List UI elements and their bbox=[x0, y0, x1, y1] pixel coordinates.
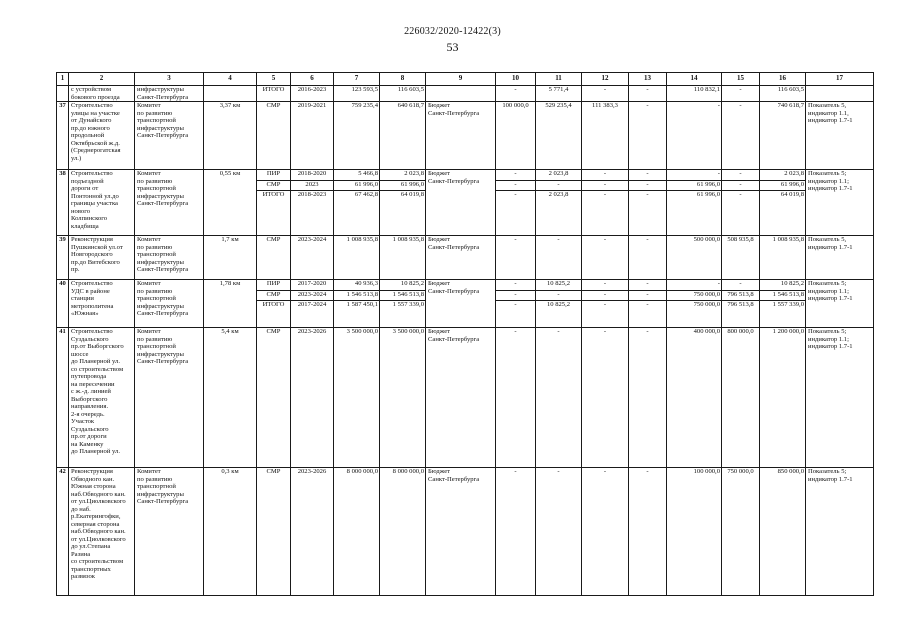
year-value-c10-stack bbox=[496, 468, 536, 596]
funding-source bbox=[426, 86, 496, 102]
column-number-cell: 4 bbox=[204, 73, 257, 86]
year-value-c15-stack bbox=[722, 468, 760, 596]
year-value-c11: 10 825,2 bbox=[546, 280, 571, 287]
column-number-cell: 2 bbox=[69, 73, 135, 86]
year-value-c11-stack bbox=[536, 236, 582, 280]
stage-type: СМР bbox=[266, 102, 281, 109]
year-value-c14: 500 000,0 bbox=[693, 236, 720, 243]
year-value-c12: - bbox=[603, 468, 607, 475]
year-value-c11-stack bbox=[536, 102, 582, 170]
table-row bbox=[57, 102, 874, 170]
total-value-c16-stack bbox=[760, 280, 806, 328]
year-value-c12-stack bbox=[582, 170, 629, 236]
stage-type: ИТОГО bbox=[262, 86, 285, 93]
stage-period: 2017-2024 bbox=[291, 301, 333, 311]
table-row bbox=[57, 280, 874, 328]
remaining-cost-stack bbox=[380, 468, 426, 596]
table-row bbox=[57, 328, 874, 468]
year-value-c10: - bbox=[496, 301, 535, 311]
year-value-c14: - bbox=[717, 280, 720, 287]
row-number bbox=[57, 86, 69, 102]
year-value-c13: - bbox=[646, 170, 649, 177]
stage-period-stack bbox=[291, 102, 334, 170]
year-value-c12: - bbox=[582, 180, 628, 191]
capacity: 0,3 км bbox=[204, 468, 257, 596]
indicator-note bbox=[806, 86, 874, 102]
stage-type: СМР bbox=[266, 468, 281, 475]
estimated-cost: 1 587 450,1 bbox=[334, 301, 379, 311]
row-number: 42 bbox=[57, 468, 69, 596]
year-value-c14-stack bbox=[667, 170, 722, 236]
year-value-c11: - bbox=[557, 328, 560, 335]
column-number-cell: 12 bbox=[582, 73, 629, 86]
year-value-c12-stack bbox=[582, 468, 629, 596]
stage-type-stack bbox=[257, 170, 291, 236]
column-number-cell: 9 bbox=[426, 73, 496, 86]
year-value-c11: 529 235,4 bbox=[545, 102, 572, 109]
capacity: 0,55 км bbox=[204, 170, 257, 236]
funding-source: Бюджет Санкт-Петербурга bbox=[426, 328, 496, 468]
year-value-c13-stack bbox=[629, 170, 667, 236]
year-value-c11: 5 771,4 bbox=[548, 86, 569, 93]
estimated-cost: 67 462,8 bbox=[334, 191, 379, 201]
stage-period-stack bbox=[291, 170, 334, 236]
year-value-c15: 800 000,0 bbox=[727, 328, 754, 335]
object-name: Строительство УДС в районе станции метрополитена «Южная» bbox=[69, 280, 135, 328]
object-name: с устройством бокового проезда bbox=[69, 86, 135, 102]
year-value-c12: - bbox=[582, 191, 628, 201]
year-value-c13: - bbox=[646, 236, 649, 243]
year-value-c15: - bbox=[739, 170, 742, 177]
estimated-cost-stack bbox=[334, 280, 380, 328]
stage-type: ИТОГО bbox=[257, 301, 290, 311]
year-value-c13: - bbox=[629, 191, 666, 201]
stage-period: 2018-2020 bbox=[297, 170, 327, 177]
year-value-c10-stack bbox=[496, 280, 536, 328]
funding-source: Бюджет Санкт-Петербурга bbox=[426, 102, 496, 170]
capacity: 1,78 км bbox=[204, 280, 257, 328]
stage-period-stack bbox=[291, 280, 334, 328]
object-name: Строительство подъездной дороги от Понтонной ул.до границы участка нового Колпинского кладбища bbox=[69, 170, 135, 236]
year-value-c11-stack bbox=[536, 328, 582, 468]
object-name: Строительство Суздальского пр.от Выборгского шоссе до Планерной ул. со строительством путепровода на пересечении с ж.-д. линией Выборгского направления. 2-я очередь. Участок Суздальского пр.от дороги на Каменку до Планерной ул. bbox=[69, 328, 135, 468]
customer-name: Комитет по развитию транспортной инфраструктуры Санкт-Петербурга bbox=[135, 102, 204, 170]
remaining-cost: 1 008 935,8 bbox=[392, 236, 424, 243]
estimated-cost: 1 546 513,8 bbox=[334, 290, 379, 301]
year-value-c14: 750 000,0 bbox=[667, 290, 721, 301]
customer-name: Комитет по развитию транспортной инфраструктуры Санкт-Петербурга bbox=[135, 468, 204, 596]
year-value-c11: - bbox=[557, 236, 560, 243]
stage-type-stack bbox=[257, 468, 291, 596]
year-value-c13-stack bbox=[629, 328, 667, 468]
column-number-row bbox=[57, 73, 874, 86]
year-value-c13-stack bbox=[629, 468, 667, 596]
year-value-c15-stack bbox=[722, 170, 760, 236]
column-number-cell: 17 bbox=[806, 73, 874, 86]
estimated-cost-stack bbox=[334, 468, 380, 596]
total-value-c16: 61 996,0 bbox=[760, 180, 805, 191]
indicator-note: Показатель 5; индикатор 1.1; индикатор 1.7-1 bbox=[806, 170, 874, 236]
column-number-cell: 7 bbox=[334, 73, 380, 86]
year-value-c12: - bbox=[603, 170, 607, 177]
year-value-c14-stack bbox=[667, 86, 722, 102]
estimated-cost: 40 936,3 bbox=[354, 280, 378, 287]
column-number-cell: 3 bbox=[135, 73, 204, 86]
stage-period: 2016-2023 bbox=[297, 86, 327, 93]
indicator-note: Показатель 5, индикатор 1.7-1 bbox=[806, 236, 874, 280]
stage-type: СМР bbox=[266, 236, 281, 243]
year-value-c10-stack bbox=[496, 102, 536, 170]
stage-period: 2018-2023 bbox=[291, 191, 333, 201]
column-number-cell: 16 bbox=[760, 73, 806, 86]
stage-type: СМР bbox=[257, 290, 290, 301]
year-value-c15: - bbox=[739, 86, 742, 93]
indicator-note: Показатель 5, индикатор 1.1, индикатор 1.7-1 bbox=[806, 102, 874, 170]
total-value-c16: 850 000,0 bbox=[777, 468, 804, 475]
year-value-c13: - bbox=[646, 280, 649, 287]
customer-name: Комитет по развитию транспортной инфраструктуры Санкт-Петербурга bbox=[135, 328, 204, 468]
year-value-c15: 796 513,8 bbox=[722, 290, 759, 301]
remaining-cost: 1 546 513,8 bbox=[380, 290, 425, 301]
year-value-c10: - bbox=[496, 191, 535, 201]
capacity bbox=[204, 86, 257, 102]
year-value-c15: 508 935,8 bbox=[727, 236, 754, 243]
column-number-cell: 10 bbox=[496, 73, 536, 86]
customer-name: Комитет по развитию транспортной инфраструктуры Санкт-Петербурга bbox=[135, 280, 204, 328]
year-value-c11: - bbox=[536, 290, 581, 301]
year-value-c11: - bbox=[536, 180, 581, 191]
estimated-cost: 61 996,0 bbox=[334, 180, 379, 191]
total-value-c16: 2 023,8 bbox=[784, 170, 804, 177]
indicator-note: Показатель 5; индикатор 1.1; индикатор 1.7-1 bbox=[806, 328, 874, 468]
year-value-c15: - bbox=[722, 180, 759, 191]
total-value-c16-stack bbox=[760, 468, 806, 596]
year-value-c11-stack bbox=[536, 170, 582, 236]
estimated-cost-stack bbox=[334, 328, 380, 468]
year-value-c15: - bbox=[739, 280, 742, 287]
stage-period: 2023-2026 bbox=[297, 468, 327, 475]
object-name: Реконструкция Пушкинской ул.от Новгородского пр.до Витебского пр. bbox=[69, 236, 135, 280]
year-value-c12: - bbox=[582, 301, 628, 311]
year-value-c15-stack bbox=[722, 328, 760, 468]
stage-period: 2023-2024 bbox=[291, 290, 333, 301]
funding-source: Бюджет Санкт-Петербурга bbox=[426, 236, 496, 280]
year-value-c12: - bbox=[603, 328, 607, 335]
column-number-cell: 11 bbox=[536, 73, 582, 86]
remaining-cost-stack bbox=[380, 102, 426, 170]
column-number-cell: 1 bbox=[57, 73, 69, 86]
estimated-cost: 1 008 935,8 bbox=[346, 236, 378, 243]
stage-period: 2023 bbox=[291, 180, 333, 191]
capacity: 1,7 км bbox=[204, 236, 257, 280]
estimated-cost-stack bbox=[334, 86, 380, 102]
stage-type: СМР bbox=[266, 328, 281, 335]
year-value-c13: - bbox=[646, 86, 649, 93]
capacity: 3,37 км bbox=[204, 102, 257, 170]
stage-type: ПИР bbox=[266, 170, 281, 177]
stage-type: ИТОГО bbox=[257, 191, 290, 201]
remaining-cost: 3 500 000,0 bbox=[392, 328, 424, 335]
stage-period-stack bbox=[291, 328, 334, 468]
indicator-note: Показатель 5; индикатор 1.1; индикатор 1.7-1 bbox=[806, 280, 874, 328]
estimated-cost-stack bbox=[334, 236, 380, 280]
remaining-cost-stack bbox=[380, 280, 426, 328]
stage-period: 2023-2024 bbox=[297, 236, 327, 243]
column-number-cell: 15 bbox=[722, 73, 760, 86]
year-value-c10: - bbox=[514, 86, 517, 93]
year-value-c15: 796 513,8 bbox=[722, 301, 759, 311]
year-value-c12: - bbox=[582, 290, 628, 301]
remaining-cost-stack bbox=[380, 170, 426, 236]
table-row bbox=[57, 86, 874, 102]
stage-type-stack bbox=[257, 102, 291, 170]
indicator-note: Показатель 5; индикатор 1.7-1 bbox=[806, 468, 874, 596]
table-row bbox=[57, 468, 874, 596]
year-value-c12: - bbox=[603, 236, 607, 243]
remaining-cost: 61 996,0 bbox=[380, 180, 425, 191]
capacity: 5,4 км bbox=[204, 328, 257, 468]
year-value-c10-stack bbox=[496, 236, 536, 280]
year-value-c10: 100 000,0 bbox=[502, 102, 529, 109]
row-number: 37 bbox=[57, 102, 69, 170]
table-row bbox=[57, 170, 874, 236]
stage-period-stack bbox=[291, 236, 334, 280]
year-value-c11-stack bbox=[536, 468, 582, 596]
estimated-cost: 3 500 000,0 bbox=[346, 328, 378, 335]
year-value-c13: - bbox=[629, 180, 666, 191]
stage-type-stack bbox=[257, 236, 291, 280]
year-value-c14-stack bbox=[667, 328, 722, 468]
document-code: 226032/2020-12422(3) bbox=[404, 26, 501, 37]
remaining-cost: 2 023,8 bbox=[404, 170, 424, 177]
total-value-c16-stack bbox=[760, 86, 806, 102]
total-value-c16-stack bbox=[760, 102, 806, 170]
remaining-cost-stack bbox=[380, 236, 426, 280]
year-value-c15-stack bbox=[722, 102, 760, 170]
year-value-c11: - bbox=[557, 468, 560, 475]
year-value-c12-stack bbox=[582, 86, 629, 102]
stage-period: 2023-2026 bbox=[297, 328, 327, 335]
year-value-c11: 2 023,8 bbox=[536, 191, 581, 201]
total-value-c16: 116 603,5 bbox=[777, 86, 804, 93]
year-value-c14-stack bbox=[667, 468, 722, 596]
year-value-c11-stack bbox=[536, 86, 582, 102]
total-value-c16: 1 200 000,0 bbox=[772, 328, 804, 335]
year-value-c14: 110 832,1 bbox=[693, 86, 720, 93]
row-number: 41 bbox=[57, 328, 69, 468]
year-value-c15-stack bbox=[722, 86, 760, 102]
remaining-cost: 8 000 000,0 bbox=[392, 468, 424, 475]
year-value-c15: 750 000,0 bbox=[727, 468, 754, 475]
remaining-cost: 1 557 339,0 bbox=[380, 301, 425, 311]
program-table bbox=[56, 72, 874, 596]
funding-source: Бюджет Санкт-Петербурга bbox=[426, 280, 496, 328]
total-value-c16-stack bbox=[760, 170, 806, 236]
year-value-c12-stack bbox=[582, 236, 629, 280]
year-value-c13: - bbox=[646, 468, 649, 475]
year-value-c15: - bbox=[722, 191, 759, 201]
remaining-cost: 10 825,2 bbox=[400, 280, 424, 287]
year-value-c12-stack bbox=[582, 102, 629, 170]
stage-period: 2017-2020 bbox=[297, 280, 327, 287]
remaining-cost: 640 618,7 bbox=[397, 102, 424, 109]
year-value-c10: - bbox=[514, 468, 517, 475]
year-value-c14-stack bbox=[667, 236, 722, 280]
year-value-c13-stack bbox=[629, 236, 667, 280]
estimated-cost: 759 235,4 bbox=[351, 102, 378, 109]
estimated-cost-stack bbox=[334, 102, 380, 170]
year-value-c10: - bbox=[496, 180, 535, 191]
year-value-c12: 111 383,3 bbox=[592, 102, 618, 109]
column-number-cell: 8 bbox=[380, 73, 426, 86]
year-value-c12: - bbox=[603, 86, 607, 93]
year-value-c14: 750 000,0 bbox=[667, 301, 721, 311]
estimated-cost-stack bbox=[334, 170, 380, 236]
funding-source: Бюджет Санкт-Петербурга bbox=[426, 468, 496, 596]
row-number: 38 bbox=[57, 170, 69, 236]
stage-type-stack bbox=[257, 280, 291, 328]
total-value-c16-stack bbox=[760, 328, 806, 468]
year-value-c10: - bbox=[514, 236, 517, 243]
year-value-c13: - bbox=[629, 290, 666, 301]
remaining-cost-stack bbox=[380, 86, 426, 102]
year-value-c14: 61 996,0 bbox=[667, 191, 721, 201]
total-value-c16: 1 557 339,0 bbox=[760, 301, 805, 311]
customer-name: Комитет по развитию транспортной инфраструктуры Санкт-Петербурга bbox=[135, 236, 204, 280]
remaining-cost: 64 019,8 bbox=[380, 191, 425, 201]
column-number-cell: 5 bbox=[257, 73, 291, 86]
estimated-cost: 5 466,8 bbox=[358, 170, 378, 177]
year-value-c12-stack bbox=[582, 328, 629, 468]
year-value-c14-stack bbox=[667, 280, 722, 328]
total-value-c16: 64 019,8 bbox=[760, 191, 805, 201]
year-value-c14: 400 000,0 bbox=[693, 328, 720, 335]
estimated-cost: 123 593,5 bbox=[351, 86, 378, 93]
year-value-c14: 61 996,0 bbox=[667, 180, 721, 191]
stage-type-stack bbox=[257, 328, 291, 468]
year-value-c11: 10 825,2 bbox=[536, 301, 581, 311]
year-value-c14: - bbox=[717, 102, 720, 109]
stage-period: 2019-2021 bbox=[297, 102, 327, 109]
year-value-c10: - bbox=[514, 280, 517, 287]
total-value-c16: 1 546 513,8 bbox=[760, 290, 805, 301]
year-value-c14: 100 000,0 bbox=[693, 468, 720, 475]
year-value-c10-stack bbox=[496, 328, 536, 468]
year-value-c13-stack bbox=[629, 102, 667, 170]
customer-name: инфраструктуры Санкт-Петербурга bbox=[135, 86, 204, 102]
remaining-cost: 116 603,5 bbox=[397, 86, 424, 93]
row-number: 40 bbox=[57, 280, 69, 328]
stage-type-stack bbox=[257, 86, 291, 102]
year-value-c10-stack bbox=[496, 86, 536, 102]
year-value-c13-stack bbox=[629, 86, 667, 102]
year-value-c13: - bbox=[646, 328, 649, 335]
customer-name: Комитет по развитию транспортной инфраструктуры Санкт-Петербурга bbox=[135, 170, 204, 236]
total-value-c16: 1 008 935,8 bbox=[772, 236, 804, 243]
table-row bbox=[57, 236, 874, 280]
column-number-cell: 6 bbox=[291, 73, 334, 86]
year-value-c13: - bbox=[629, 301, 666, 311]
total-value-c16-stack bbox=[760, 236, 806, 280]
object-name: Реконструкция Обводного кан. Южная сторона наб.Обводного кан. от ул.Циолковского до наб. р.Екатерингофки, северная сторона наб.Обводного кан. от ул.Циолковского до ул.Степана Разина со строительством транспортных развязок bbox=[69, 468, 135, 596]
year-value-c11: 2 023,8 bbox=[548, 170, 569, 177]
remaining-cost-stack bbox=[380, 328, 426, 468]
year-value-c10-stack bbox=[496, 170, 536, 236]
page-number: 53 bbox=[446, 40, 459, 54]
column-number-cell: 14 bbox=[667, 73, 722, 86]
stage-period-stack bbox=[291, 86, 334, 102]
estimated-cost: 8 000 000,0 bbox=[346, 468, 378, 475]
year-value-c15-stack bbox=[722, 280, 760, 328]
row-number: 39 bbox=[57, 236, 69, 280]
stage-type: ПИР bbox=[266, 280, 281, 287]
year-value-c10: - bbox=[514, 328, 517, 335]
year-value-c14-stack bbox=[667, 102, 722, 170]
year-value-c15-stack bbox=[722, 236, 760, 280]
total-value-c16: 10 825,2 bbox=[780, 280, 804, 287]
year-value-c13: - bbox=[646, 102, 649, 109]
total-value-c16: 740 618,7 bbox=[777, 102, 804, 109]
year-value-c14: - bbox=[717, 170, 720, 177]
stage-type: СМР bbox=[257, 180, 290, 191]
column-number-cell: 13 bbox=[629, 73, 667, 86]
object-name: Строительство улицы на участке от Дунайского пр.до южного продольной Октябрьской ж.д. (Среднерогатская ул.) bbox=[69, 102, 135, 170]
year-value-c12-stack bbox=[582, 280, 629, 328]
stage-period-stack bbox=[291, 468, 334, 596]
year-value-c15: - bbox=[739, 102, 742, 109]
funding-source: Бюджет Санкт-Петербурга bbox=[426, 170, 496, 236]
year-value-c13-stack bbox=[629, 280, 667, 328]
year-value-c12: - bbox=[603, 280, 607, 287]
year-value-c10: - bbox=[496, 290, 535, 301]
year-value-c10: - bbox=[514, 170, 517, 177]
year-value-c11-stack bbox=[536, 280, 582, 328]
